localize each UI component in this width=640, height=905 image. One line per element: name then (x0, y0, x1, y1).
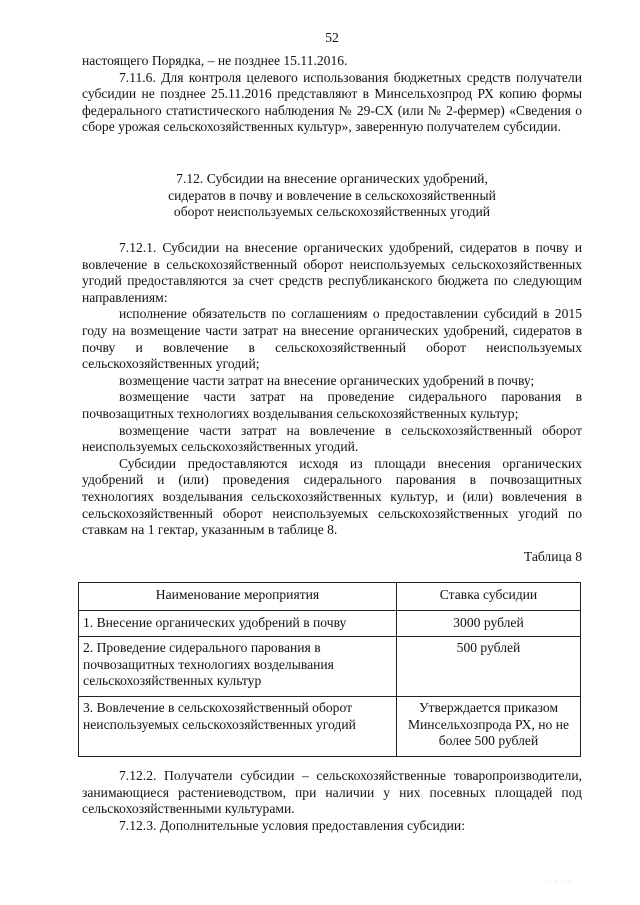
paragraph-subsidy-basis: Субсидии предоставляются исходя из площади внесения органических удобрений и (или) проведения сидерального парования в почвозащитных технологиях возделывания сельскохозяйственных культур, и (или) вовлечения в сельскохозяйственный оборот неиспользуемых сельскохозяйственных угодий по ставкам на 1 гектар, указанным в таблице 8. (82, 455, 582, 538)
cell-activity: 2. Проведение сидерального парования в почвозащитных технологиях возделывания сельскохозяйственных культур (79, 637, 397, 697)
cell-rate: 500 рублей (397, 637, 581, 697)
continued-line: настоящего Порядка, – не позднее 15.11.2016. (82, 53, 348, 68)
direction-item: исполнение обязательств по соглашениям о предоставлении субсидий в 2015 году на возмещение части затрат на внесение органических удобрений, сидератов в почву и вовлечение в сельскохозяйственный оборот неиспользуемых сельскохозяйственных угодий; (82, 306, 582, 372)
paragraph-7-11-6: 7.11.6. Для контроля целевого использования бюджетных средств получатели субсидии не позднее 25.11.2016 представляют в Минсельхозпрод РХ копию формы федерального статистического наблюдения № 29-СХ (или № 2-фермер) «Сведения о сборе урожая сельскохозяйственных культур», заверенную получателем субсидии. (82, 69, 582, 135)
page-number: 52 (325, 30, 339, 45)
after-table-block (82, 768, 582, 834)
heading-line-2: сидератов в почву и вовлечение в сельскохозяйственный (168, 187, 496, 203)
cell-rate: 3000 рублей (397, 610, 581, 637)
table-wrap (82, 582, 581, 757)
cell-activity: 3. Вовлечение в сельскохозяйственный оборот неиспользуемых сельскохозяйственных угодий (79, 696, 397, 756)
body-block (82, 240, 582, 539)
cell-activity: 1. Внесение органических удобрений в почву (79, 610, 397, 637)
intro-block (82, 53, 582, 136)
table-header-row (79, 583, 581, 611)
paragraph-7-12-1: 7.12.1. Субсидии на внесение органических удобрений, сидератов в почву и вовлечение в сельскохозяйственный оборот неиспользуемых сельскохозяйственных угодий предоставляются за счет средств республиканского бюджета по следующим направлениям: (82, 240, 582, 305)
paragraph-7-12-3: 7.12.3. Дополнительные условия предоставления субсидии: (119, 817, 465, 833)
heading-line-3: оборот неиспользуемых сельскохозяйственных угодий (173, 204, 491, 220)
direction-item: возмещение части затрат на внесение органических удобрений в почву; (119, 372, 535, 388)
subsidy-rates-table (78, 582, 581, 757)
paragraph-7-12-2: 7.12.2. Получатели субсидии – сельскохозяйственные товаропроизводители, занимающиеся растениеводством, при наличии у них посевных площадей под сельскохозяйственными культурами. (82, 768, 582, 817)
scan-artifact: · · · · (548, 877, 572, 886)
header-rate: Ставка субсидии (397, 583, 581, 611)
table-row (79, 696, 581, 756)
table-caption: Таблица 8 (523, 549, 582, 564)
direction-item: возмещение части затрат на вовлечение в сельскохозяйственный оборот неиспользуемых сельскохозяйственных угодий. (82, 422, 582, 455)
table-row (79, 637, 581, 697)
heading-line-1: 7.12. Субсидии на внесение органических удобрений, (176, 171, 488, 186)
table-row (79, 610, 581, 637)
cell-rate: Утверждается приказом Минсельхозпрода РХ, но не более 500 рублей (397, 696, 581, 756)
header-activity: Наименование мероприятия (79, 583, 397, 611)
section-heading (82, 171, 582, 221)
direction-item: возмещение части затрат на проведение сидерального парования в почвозащитных технологиях возделывания сельскохозяйственных культур; (82, 389, 582, 421)
